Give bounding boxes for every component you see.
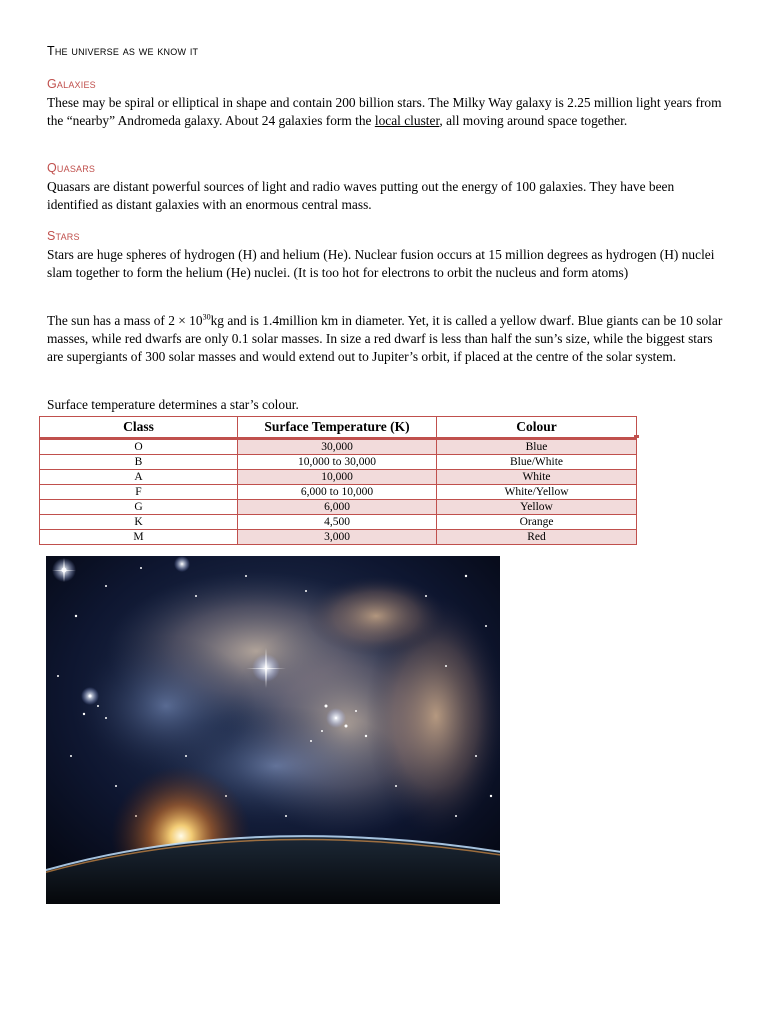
table-row (40, 530, 637, 545)
table-row (40, 455, 637, 470)
table-row (40, 500, 637, 515)
table-row (40, 439, 637, 455)
cell-colour: Orange (437, 515, 637, 530)
cell-temperature: 6,000 (238, 500, 437, 515)
sun-mass-exponent: 30 (202, 312, 211, 322)
cell-temperature: 10,000 to 30,000 (238, 455, 437, 470)
sun-mass-text: The sun has a mass of 2 × 10 (47, 313, 203, 328)
table-row (40, 470, 637, 485)
table-row (40, 515, 637, 530)
header-colour: Colour (437, 417, 637, 439)
cell-temperature: 6,000 to 10,000 (238, 485, 437, 500)
galaxies-text: These may be spiral or elliptical in shape and contain 200 billion stars. The Milky Way galaxy is 2.25 million light years from the “nearby” Andromeda galaxy. About 24 galaxies form the (47, 95, 722, 128)
quasars-heading: Quasars (47, 161, 96, 175)
quasars-paragraph: Quasars are distant powerful sources of light and radio waves putting out the energy of 100 galaxies. They have been identified as distant galaxies with an enormous central mass. (47, 179, 675, 212)
stars-heading: Stars (47, 229, 80, 243)
page-title: The universe as we know it (47, 44, 199, 58)
space-nebula-image (46, 556, 500, 904)
stars-paragraph-2 (47, 312, 727, 366)
table-caption: Surface temperature determines a star’s colour. (47, 397, 299, 412)
cell-class: A (40, 470, 238, 485)
galaxies-heading: Galaxies (47, 77, 96, 91)
cell-class: M (40, 530, 238, 545)
sun-mass-text-rest: kg and is 1.4million km in diameter. Yet, it is called a yellow dwarf. Blue giants can be 10 solar masses, while red dwarfs are only 0.1 solar masses. In size a red dwarf is less than half the sun’s size, while the biggest stars are supergiants of 300 solar masses and would extend out to Jupiter’s orbit, if placed at the centre of the solar system. (47, 313, 723, 364)
cell-class: G (40, 500, 238, 515)
table-header-rule (634, 435, 639, 438)
galaxies-paragraph (47, 94, 727, 130)
cell-colour: Yellow (437, 500, 637, 515)
cell-colour: Blue (437, 439, 637, 455)
galaxies-text-end: , all moving around space together. (439, 113, 628, 128)
cell-class: K (40, 515, 238, 530)
local-cluster-link[interactable]: local cluster (374, 113, 440, 128)
header-class: Class (40, 417, 238, 439)
cell-class: F (40, 485, 238, 500)
cell-temperature: 4,500 (238, 515, 437, 530)
cell-class: B (40, 455, 238, 470)
cell-colour: White/Yellow (437, 485, 637, 500)
stars-paragraph-1: Stars are huge spheres of hydrogen (H) and helium (He). Nuclear fusion occurs at 15 million degrees as hydrogen (H) nuclei slam together to form the helium (He) nuclei. (It is too hot for electrons to orbit the nucleus and form atoms) (47, 247, 715, 280)
header-surface-temperature: Surface Temperature (K) (238, 417, 437, 439)
cell-temperature: 30,000 (238, 439, 437, 455)
cell-temperature: 3,000 (238, 530, 437, 545)
cell-colour: White (437, 470, 637, 485)
star-class-table (39, 416, 637, 545)
table-header-row (40, 417, 637, 439)
cell-temperature: 10,000 (238, 470, 437, 485)
table-row (40, 485, 637, 500)
cell-class: O (40, 439, 238, 455)
cell-colour: Red (437, 530, 637, 545)
cell-colour: Blue/White (437, 455, 637, 470)
